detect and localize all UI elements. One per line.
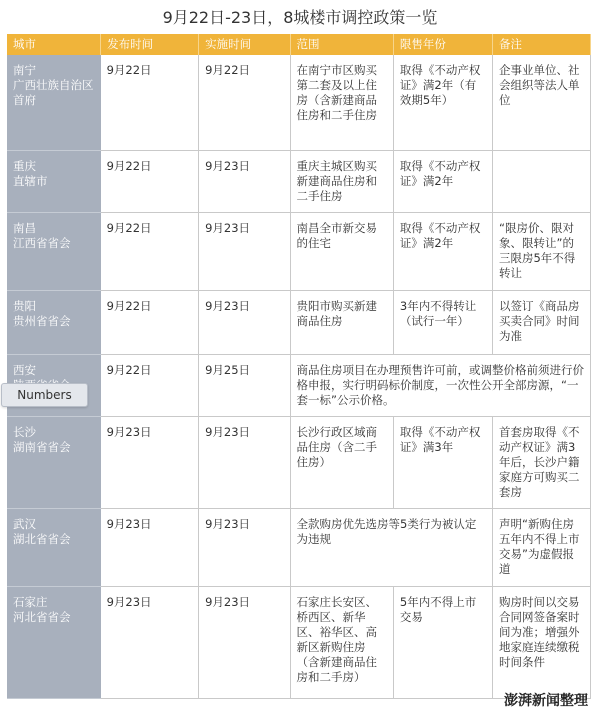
header-effective: 实施时间 bbox=[199, 34, 290, 55]
city-region: 湖南省省会 bbox=[13, 439, 71, 454]
effective-cell: 9月23日 bbox=[199, 508, 290, 586]
city-name: 重庆 bbox=[13, 158, 36, 173]
published-cell: 9月22日 bbox=[101, 55, 199, 150]
header-city: 城市 bbox=[7, 34, 101, 55]
scope-wide-cell: 全款购房优先选房等5类行为被认定为违规 bbox=[290, 508, 492, 586]
note-cell bbox=[492, 150, 590, 212]
published-cell: 9月22日 bbox=[101, 354, 199, 416]
scope-cell: 石家庄长安区、桥西区、新华区、裕华区、高新区新购住房（含新建商品住房和二手房） bbox=[290, 586, 393, 698]
numbers-tooltip: Numbers bbox=[1, 383, 88, 407]
note-cell: 以签订《商品房买卖合同》时间为准 bbox=[492, 290, 590, 354]
city-name: 贵阳 bbox=[13, 298, 36, 313]
published-cell: 9月23日 bbox=[101, 508, 199, 586]
table-row bbox=[7, 55, 591, 150]
scope-cell: 在南宁市区购买第二套及以上住房（含新建商品住房和二手住房 bbox=[290, 55, 393, 150]
note-cell: 企事业单位、社会组织等法人单位 bbox=[492, 55, 590, 150]
city-cell bbox=[7, 150, 101, 212]
city-region: 河北省省会 bbox=[13, 609, 71, 624]
effective-cell: 9月23日 bbox=[199, 586, 290, 698]
city-region: 江西省省会 bbox=[13, 235, 71, 250]
city-cell bbox=[7, 55, 101, 150]
table-row bbox=[7, 212, 591, 290]
scope-cell: 南昌全市新交易的住宅 bbox=[290, 212, 393, 290]
city-cell bbox=[7, 508, 101, 586]
city-region: 广西壮族自治区首府 bbox=[13, 78, 94, 107]
table-row bbox=[7, 416, 591, 508]
city-cell bbox=[7, 290, 101, 354]
published-cell: 9月22日 bbox=[101, 150, 199, 212]
table-row bbox=[7, 354, 591, 416]
published-cell: 9月22日 bbox=[101, 290, 199, 354]
header-scope: 范围 bbox=[290, 34, 393, 55]
limit-cell: 取得《不动产权证》满2年 bbox=[393, 212, 492, 290]
effective-cell: 9月23日 bbox=[199, 212, 290, 290]
table-row bbox=[7, 290, 591, 354]
effective-cell: 9月22日 bbox=[199, 55, 290, 150]
effective-cell: 9月25日 bbox=[199, 354, 290, 416]
note-cell: 购房时间以交易合同网签备案时间为准；增强外地家庭连续缴税时间条件 bbox=[492, 586, 590, 698]
note-cell: “限房价、限对象、限转让”的三限房5年不得转让 bbox=[492, 212, 590, 290]
effective-cell: 9月23日 bbox=[199, 416, 290, 508]
city-name: 石家庄 bbox=[13, 594, 48, 609]
header-note: 备注 bbox=[492, 34, 590, 55]
city-name: 长沙 bbox=[13, 424, 36, 439]
limit-cell: 取得《不动产权证》满2年（有效期5年） bbox=[393, 55, 492, 150]
effective-cell: 9月23日 bbox=[199, 290, 290, 354]
published-cell: 9月22日 bbox=[101, 212, 199, 290]
limit-cell: 取得《不动产权证》满3年 bbox=[393, 416, 492, 508]
city-cell bbox=[7, 586, 101, 698]
table-row bbox=[7, 150, 591, 212]
header-published: 发布时间 bbox=[101, 34, 199, 55]
policy-table bbox=[7, 34, 591, 699]
limit-cell: 3年内不得转让（试行一年） bbox=[393, 290, 492, 354]
table-header-row bbox=[7, 34, 591, 55]
page-title: 9月22日-23日，8城楼市调控政策一览 bbox=[162, 8, 438, 27]
limit-cell: 5年内不得上市交易 bbox=[393, 586, 492, 698]
note-cell: 声明“新购住房五年内不得上市交易”为虚假报道 bbox=[492, 508, 590, 586]
city-name: 西安 bbox=[13, 362, 36, 377]
city-cell bbox=[7, 416, 101, 508]
city-name: 南宁 bbox=[13, 63, 36, 77]
note-cell: 首套房取得《不动产权证》满3年后，长沙户籍家庭方可购买二套房 bbox=[492, 416, 590, 508]
city-name: 南昌 bbox=[13, 220, 36, 235]
limit-cell: 取得《不动产权证》满2年 bbox=[393, 150, 492, 212]
source-credit: 澎湃新闻整理 bbox=[504, 693, 588, 709]
city-cell bbox=[7, 212, 101, 290]
table-row bbox=[7, 586, 591, 698]
published-cell: 9月23日 bbox=[101, 586, 199, 698]
city-name: 武汉 bbox=[13, 516, 36, 531]
effective-cell: 9月23日 bbox=[199, 150, 290, 212]
city-region: 贵州省省会 bbox=[13, 313, 71, 328]
header-limit: 限售年份 bbox=[393, 34, 492, 55]
published-cell: 9月23日 bbox=[101, 416, 199, 508]
scope-cell: 长沙行政区域商品住房（含二手住房） bbox=[290, 416, 393, 508]
scope-cell: 贵阳市购买新建商品住房 bbox=[290, 290, 393, 354]
city-region: 直辖市 bbox=[13, 173, 48, 188]
table-row bbox=[7, 508, 591, 586]
city-region: 湖北省省会 bbox=[13, 531, 71, 546]
scope-wide-cell: 商品住房项目在办理预售许可前，或调整价格前须进行价格申报，实行明码标价制度，一次性公开全部房源，“一套一标”公示价格。 bbox=[290, 354, 590, 416]
scope-cell: 重庆主城区购买新建商品住房和二手住房 bbox=[290, 150, 393, 212]
